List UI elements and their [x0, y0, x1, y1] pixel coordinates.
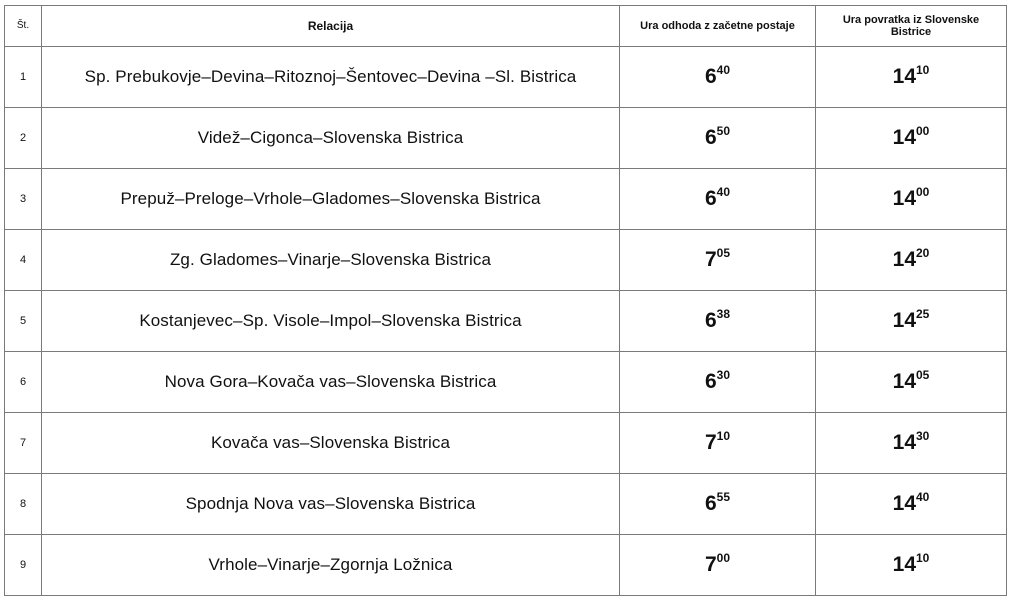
table-row [5, 169, 1007, 230]
header-return-text: Ura povratka iz Slovenske Bistrice [842, 14, 980, 38]
table-row [5, 47, 1007, 108]
header-return [816, 6, 1007, 47]
return-minute: 40 [916, 490, 930, 504]
bus-schedule-table [4, 5, 1007, 596]
row-return-time [816, 535, 1007, 596]
return-minute: 30 [916, 429, 930, 443]
table-row [5, 535, 1007, 596]
departure-hour: 7 [704, 431, 717, 454]
departure-hour: 6 [704, 492, 717, 515]
row-number: 3 [5, 169, 42, 230]
row-departure-time [620, 291, 816, 352]
departure-hour: 7 [704, 248, 717, 271]
return-minute: 20 [916, 246, 930, 260]
row-return-time [816, 413, 1007, 474]
departure-minute: 55 [716, 490, 731, 504]
return-hour: 14 [892, 309, 916, 332]
return-minute: 10 [916, 551, 930, 565]
row-return-time [816, 230, 1007, 291]
row-relation: Videž–Cigonca–Slovenska Bistrica [42, 108, 620, 169]
row-return-time [816, 108, 1007, 169]
return-hour: 14 [892, 248, 916, 271]
row-return-time [816, 291, 1007, 352]
row-return-time [816, 352, 1007, 413]
departure-minute: 40 [716, 63, 731, 77]
return-minute: 10 [916, 63, 930, 77]
table-row [5, 352, 1007, 413]
header-number: Št. [5, 6, 42, 47]
row-return-time [816, 169, 1007, 230]
table-body [5, 6, 1007, 596]
table-row [5, 474, 1007, 535]
departure-hour: 7 [704, 553, 717, 576]
return-hour: 14 [892, 65, 916, 88]
departure-minute: 00 [716, 551, 731, 565]
row-relation: Prepuž–Preloge–Vrhole–Gladomes–Slovenska Bistrica [42, 169, 620, 230]
row-relation: Sp. Prebukovje–Devina–Ritoznoj–Šentovec–Devina –Sl. Bistrica [42, 47, 620, 108]
row-departure-time [620, 535, 816, 596]
departure-minute: 05 [716, 246, 731, 260]
return-hour: 14 [892, 370, 916, 393]
row-number: 7 [5, 413, 42, 474]
row-number: 8 [5, 474, 42, 535]
header-relation: Relacija [42, 6, 620, 47]
row-relation: Spodnja Nova vas–Slovenska Bistrica [42, 474, 620, 535]
row-number: 2 [5, 108, 42, 169]
return-hour: 14 [892, 126, 916, 149]
return-minute: 25 [916, 307, 930, 321]
row-relation: Zg. Gladomes–Vinarje–Slovenska Bistrica [42, 230, 620, 291]
row-departure-time [620, 47, 816, 108]
departure-minute: 40 [716, 185, 731, 199]
return-hour: 14 [892, 492, 916, 515]
row-return-time [816, 474, 1007, 535]
table-row [5, 291, 1007, 352]
return-minute: 00 [916, 124, 930, 138]
departure-hour: 6 [704, 65, 717, 88]
row-departure-time [620, 413, 816, 474]
table-row [5, 230, 1007, 291]
departure-minute: 10 [716, 429, 731, 443]
header-departure-text: Ura odhoda z začetne postaje [640, 20, 795, 32]
departure-hour: 6 [704, 309, 717, 332]
return-hour: 14 [892, 187, 916, 210]
departure-hour: 6 [704, 370, 717, 393]
row-departure-time [620, 230, 816, 291]
departure-minute: 38 [716, 307, 731, 321]
departure-hour: 6 [704, 187, 717, 210]
table-row [5, 413, 1007, 474]
return-minute: 00 [916, 185, 930, 199]
row-number: 9 [5, 535, 42, 596]
return-hour: 14 [892, 431, 916, 454]
row-departure-time [620, 169, 816, 230]
row-relation: Kostanjevec–Sp. Visole–Impol–Slovenska Bistrica [42, 291, 620, 352]
departure-hour: 6 [704, 126, 717, 149]
return-hour: 14 [892, 553, 916, 576]
row-departure-time [620, 352, 816, 413]
table-row [5, 108, 1007, 169]
return-minute: 05 [916, 368, 930, 382]
row-relation: Vrhole–Vinarje–Zgornja Ložnica [42, 535, 620, 596]
row-number: 1 [5, 47, 42, 108]
departure-minute: 30 [716, 368, 731, 382]
row-number: 5 [5, 291, 42, 352]
row-departure-time [620, 108, 816, 169]
row-relation: Kovača vas–Slovenska Bistrica [42, 413, 620, 474]
table-header-row [5, 6, 1007, 47]
header-departure [620, 6, 816, 47]
row-number: 4 [5, 230, 42, 291]
row-relation: Nova Gora–Kovača vas–Slovenska Bistrica [42, 352, 620, 413]
row-departure-time [620, 474, 816, 535]
row-return-time [816, 47, 1007, 108]
row-number: 6 [5, 352, 42, 413]
departure-minute: 50 [716, 124, 731, 138]
